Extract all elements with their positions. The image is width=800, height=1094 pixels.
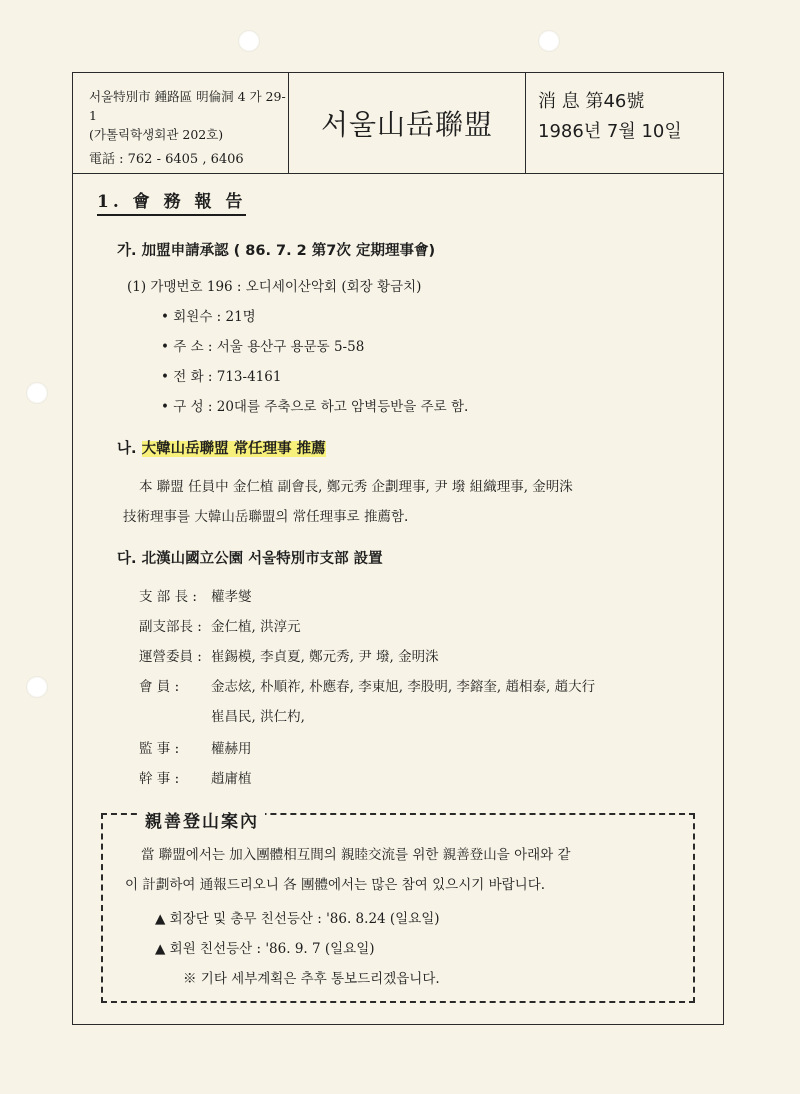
address-line-2: (가톨릭학생회관 202호)	[89, 127, 224, 142]
branch-row	[139, 737, 252, 757]
branch-row-value: 崔錫模, 李貞夏, 鄭元秀, 尹 墢, 金明洙	[211, 649, 439, 665]
notice-item-1: ▲ 회장단 및 총무 친선등산 : '86. 8.24 (일요일)	[155, 911, 440, 927]
letterhead	[73, 73, 723, 174]
branch-row-key: 監 事 :	[139, 741, 180, 757]
highlighted-heading: 大韓山岳聯盟 常任理事 推薦	[141, 441, 326, 457]
branch-row-value: 權赫用	[211, 741, 252, 757]
issue-date: 1986년 7월 10일	[538, 121, 682, 142]
branch-row	[139, 615, 301, 635]
branch-row-key: 副支部長 :	[139, 619, 202, 635]
punch-hole-1	[238, 30, 260, 52]
notice-title: 親善登山案內	[139, 807, 265, 832]
branch-row	[139, 767, 252, 787]
recommendation-line-2: 技術理事를 大韓山岳聯盟의 常任理事로 推薦함.	[123, 509, 409, 525]
branch-row-value: 金仁植, 洪淳元	[211, 619, 301, 635]
branch-row-key: 會 員 :	[139, 679, 180, 695]
branch-row	[139, 675, 595, 695]
section-title: 1. 會 務 報 告	[97, 187, 246, 216]
branch-row-key: 支 部 長 :	[139, 589, 197, 605]
subsection-a-heading: 가. 加盟申請承認 ( 86. 7. 2 第7次 定期理事會)	[117, 243, 436, 259]
branch-row	[139, 645, 439, 665]
branch-row-value: 崔昌民, 洪仁杓,	[211, 709, 305, 725]
issue-number: 消 息 第46號	[538, 91, 645, 112]
notice-note: ※ 기타 세부계획은 추후 통보드리겠읍니다.	[183, 971, 440, 987]
notice-line-1: 當 聯盟에서는 加入團體相互間의 親睦交流를 위한 親善登山을 아래와 같	[141, 847, 571, 863]
branch-row-value: 金志炫, 朴順祚, 朴應春, 李東旭, 李股明, 李鎔奎, 趙相泰, 趙大行	[211, 679, 596, 695]
branch-row-key: 運營委員 :	[139, 649, 202, 665]
bullet-address: • 주 소 : 서울 용산구 용문동 5-58	[161, 339, 365, 355]
subsection-b-prefix: 나.	[117, 441, 137, 457]
branch-row-value: 權孝燮	[211, 589, 252, 605]
punch-hole-3	[26, 382, 48, 404]
subsection-b-heading	[117, 437, 326, 458]
notice-item-2: ▲ 회원 친선등산 : '86. 9. 7 (일요일)	[155, 941, 375, 957]
branch-row-value: 趙庸植	[211, 771, 252, 787]
punch-hole-4	[26, 676, 48, 698]
bullet-composition: • 구 성 : 20대를 주축으로 하고 암벽등반을 주로 함.	[161, 399, 469, 415]
document-frame	[72, 72, 724, 1025]
address-line-1: 서울特別市 鍾路區 明倫洞 4 가 29-1	[89, 89, 286, 123]
bullet-members: • 회원수 : 21명	[161, 309, 256, 325]
punch-hole-2	[538, 30, 560, 52]
branch-row-key: 幹 事 :	[139, 771, 180, 787]
organization-name: 서울山岳聯盟	[289, 73, 526, 173]
recommendation-line-1: 本 聯盟 任員中 金仁植 副會長, 鄭元秀 企劃理事, 尹 墢 組織理事, 金明洙	[139, 479, 573, 495]
branch-row	[139, 585, 252, 605]
issue-block	[526, 73, 723, 173]
notice-line-2: 이 計劃하여 通報드리오니 各 團體에서는 많은 참여 있으시기 바랍니다.	[125, 877, 546, 893]
phone-line: 電話 : 762 - 6405 , 6406	[89, 152, 244, 167]
subsection-c-heading: 다. 北漢山國立公園 서울特別市支部 設置	[117, 551, 383, 567]
branch-row	[139, 705, 305, 725]
address-block	[73, 73, 289, 173]
member-entry: (1) 가맹번호 196 : 오디세이산악회 (회장 황금치)	[127, 279, 422, 295]
bullet-phone: • 전 화 : 713-4161	[161, 369, 282, 385]
